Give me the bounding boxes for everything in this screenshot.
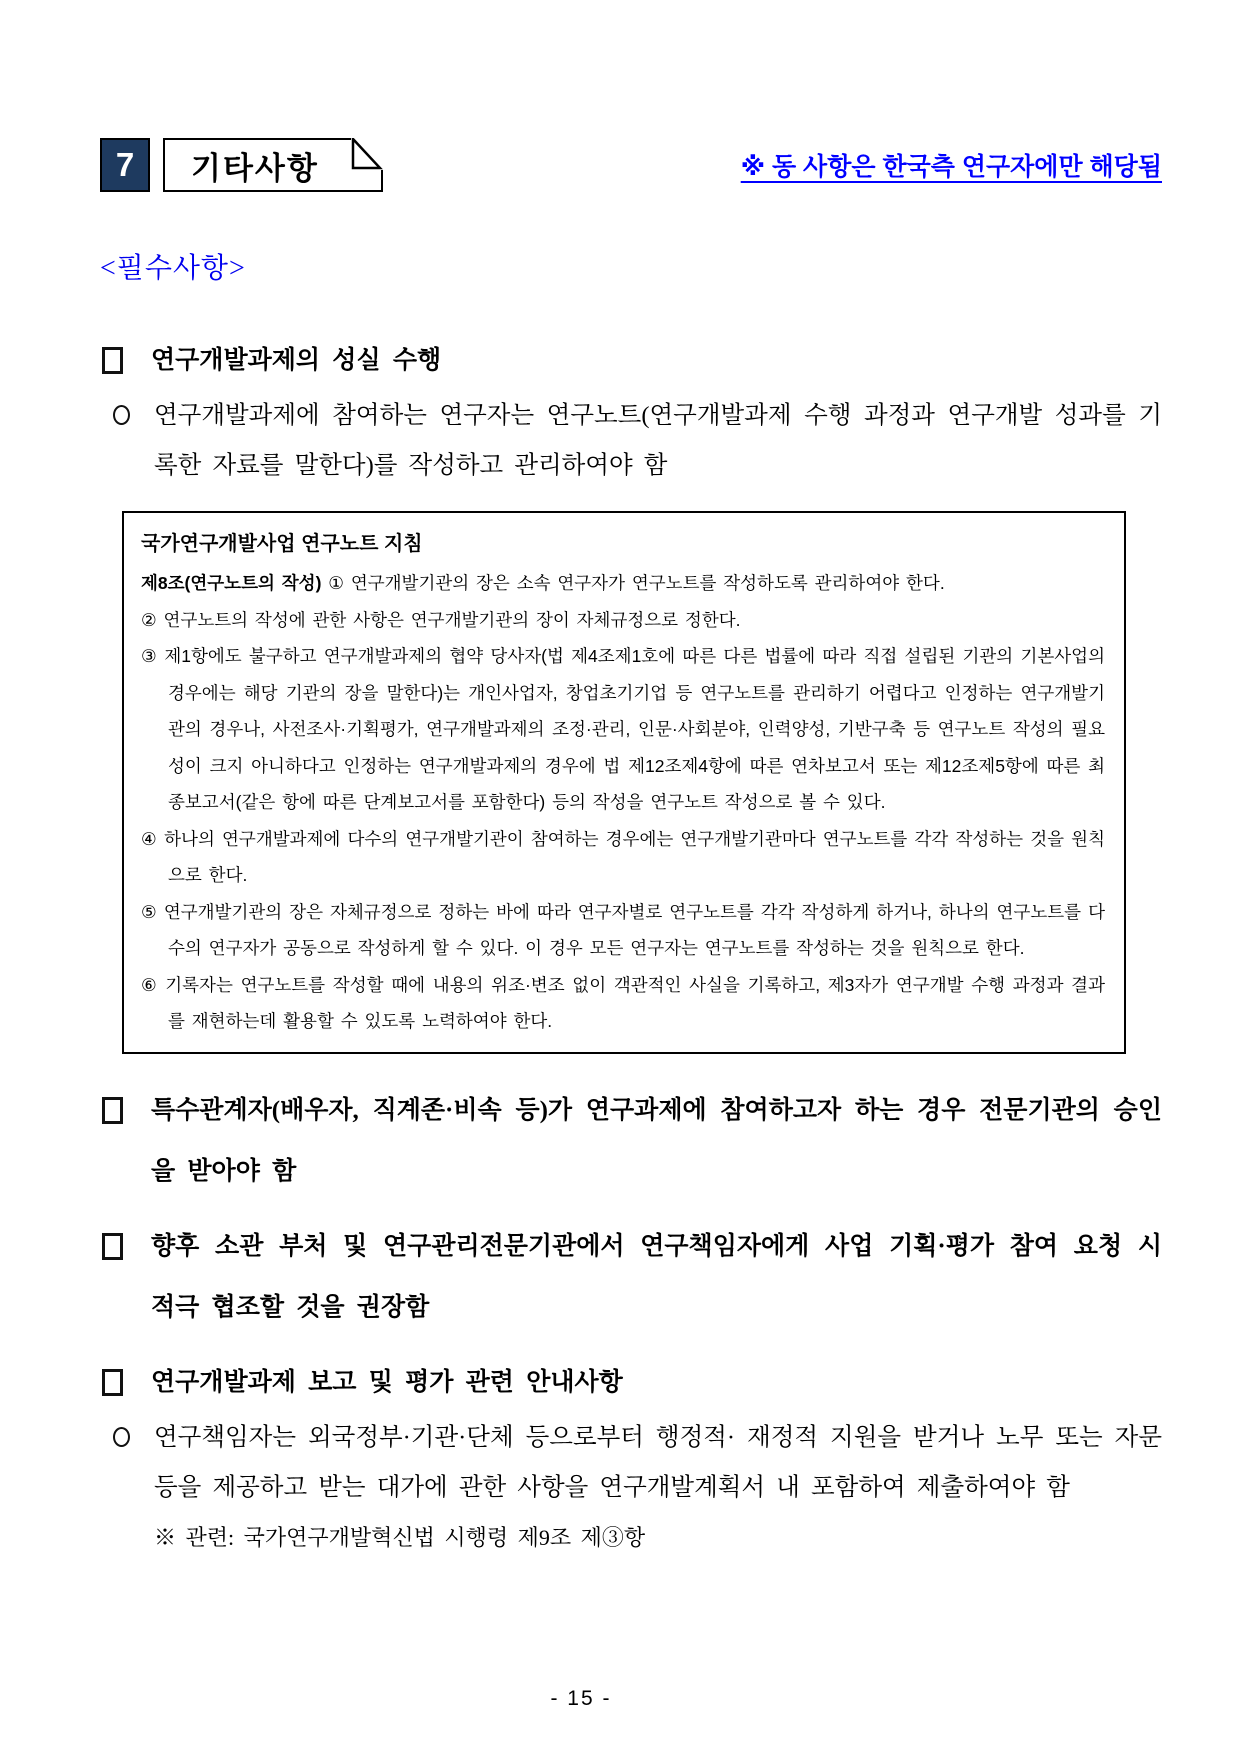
section-heading-text: 특수관계자(배우자, 직계존·비속 등)가 연구과제에 참여하고자 하는 경우 전문기관의 승인을 받아야 함 — [151, 1096, 1162, 1185]
section-diligent-execution — [100, 330, 1162, 491]
list-item-text: 연구책임자는 외국정부·기관·단체 등으로부터 행정적· 재정적 지원을 받거나 노무 또는 자문 등을 제공하고 받는 대가에 관한 사항을 연구개발계획서 내 포함하여 제출하여야 함 — [154, 1423, 1162, 1501]
section-special-relations — [100, 1080, 1162, 1202]
page-number: - 15 - — [550, 1687, 612, 1710]
article-label: 제8조(연구노트의 작성) — [141, 573, 322, 593]
section-header — [100, 138, 1162, 192]
regulation-clause: ④ 하나의 연구개발과제에 다수의 연구개발기관이 참여하는 경우에는 연구개발기관마다 연구노트를 각각 작성하는 것을 원칙으로 한다. — [141, 828, 1105, 885]
related-law-note: ※ 관련: 국가연구개발혁신법 시행령 제9조 제③항 — [154, 1524, 646, 1550]
section-heading-text: 향후 소관 부처 및 연구관리전문기관에서 연구책임자에게 사업 기획·평가 참여 요청 시 적극 협조할 것을 권장함 — [151, 1232, 1162, 1321]
regulation-clause: ⑥ 기록자는 연구노트를 작성할 때에 내용의 위조·변조 없이 객관적인 사실을 기록하고, 제3자가 연구개발 수행 과정과 결과를 재현하는데 활용할 수 있도록 노력하여야 한다. — [141, 974, 1105, 1031]
regulation-clause: ⑤ 연구개발기관의 장은 자체규정으로 정하는 바에 따라 연구자별로 연구노트를 각각 작성하게 하거나, 하나의 연구노트를 다수의 연구자가 공동으로 작성하게 할 수 있다. 이 경우 모든 연구자는 연구노트를 작성하는 것을 원칙으로 한다. — [141, 901, 1105, 958]
section-title-box — [163, 138, 383, 192]
circle-bullet-icon — [113, 1427, 130, 1447]
circle-bullet-icon — [113, 405, 130, 425]
section-heading-text: 연구개발과제의 성실 수행 — [151, 347, 442, 374]
regulation-box-title: 국가연구개발사업 연구노트 지침 — [141, 533, 423, 555]
regulation-clause: ② 연구노트의 작성에 관한 사항은 연구개발기관의 장이 자체규정으로 정한다. — [141, 609, 741, 630]
section-number-badge: 7 — [100, 138, 150, 192]
section-title: 기타사항 — [191, 150, 319, 186]
section-report-evaluation — [100, 1352, 1162, 1561]
section-heading — [100, 330, 1162, 391]
checkbox-bullet-icon — [102, 1097, 123, 1124]
required-items-label: <필수사항> — [100, 253, 246, 284]
checkbox-bullet-icon — [102, 1233, 123, 1260]
header-note: ※ 동 사항은 한국측 연구자에만 해당됨 — [740, 153, 1162, 181]
checkbox-bullet-icon — [102, 1369, 123, 1396]
section-heading-text: 연구개발과제 보고 및 평가 관련 안내사항 — [151, 1368, 623, 1396]
clause-text: ① 연구개발기관의 장은 소속 연구자가 연구노트를 작성하도록 관리하여야 한다. — [328, 573, 945, 593]
section-heading — [100, 1080, 1162, 1202]
section-heading — [100, 1352, 1162, 1413]
checkbox-bullet-icon — [102, 347, 123, 374]
list-item — [100, 391, 1162, 491]
section-cooperation-request — [100, 1216, 1162, 1338]
section-heading — [100, 1216, 1162, 1338]
regulation-clause: ③ 제1항에도 불구하고 연구개발과제의 협약 당사자(법 제4조제1호에 따른 다른 법률에 따라 직접 설립된 기관의 기본사업의 경우에는 해당 기관의 장을 말한다)는 개인사업자, 창업초기기업 등 연구노트를 관리하기 어렵다고 인정하는 연구개발기관의 경우나, 사전조사·기획평가, 연구개발과제의 조정·관리, 인문·사회분야, 인력양성, 기반구축 등 연구노트 작성의 필요성이 크지 아니하다고 인정하는 연구개발과제의 경우에 법 제12조제4항에 따른 연차보고서 또는 제12조제5항에 따른 최종보고서(같은 항에 따른 단계보고서를 포함한다) 등의 작성을 연구노트 작성으로 볼 수 있다. — [141, 646, 1105, 812]
folded-corner-icon — [351, 138, 383, 170]
regulation-box — [122, 511, 1126, 1054]
regulation-clause — [141, 565, 1105, 602]
list-item — [100, 1413, 1162, 1513]
list-item-text: 연구개발과제에 참여하는 연구자는 연구노트(연구개발과제 수행 과정과 연구개발 성과를 기록한 자료를 말한다)를 작성하고 관리하여야 함 — [154, 402, 1162, 479]
